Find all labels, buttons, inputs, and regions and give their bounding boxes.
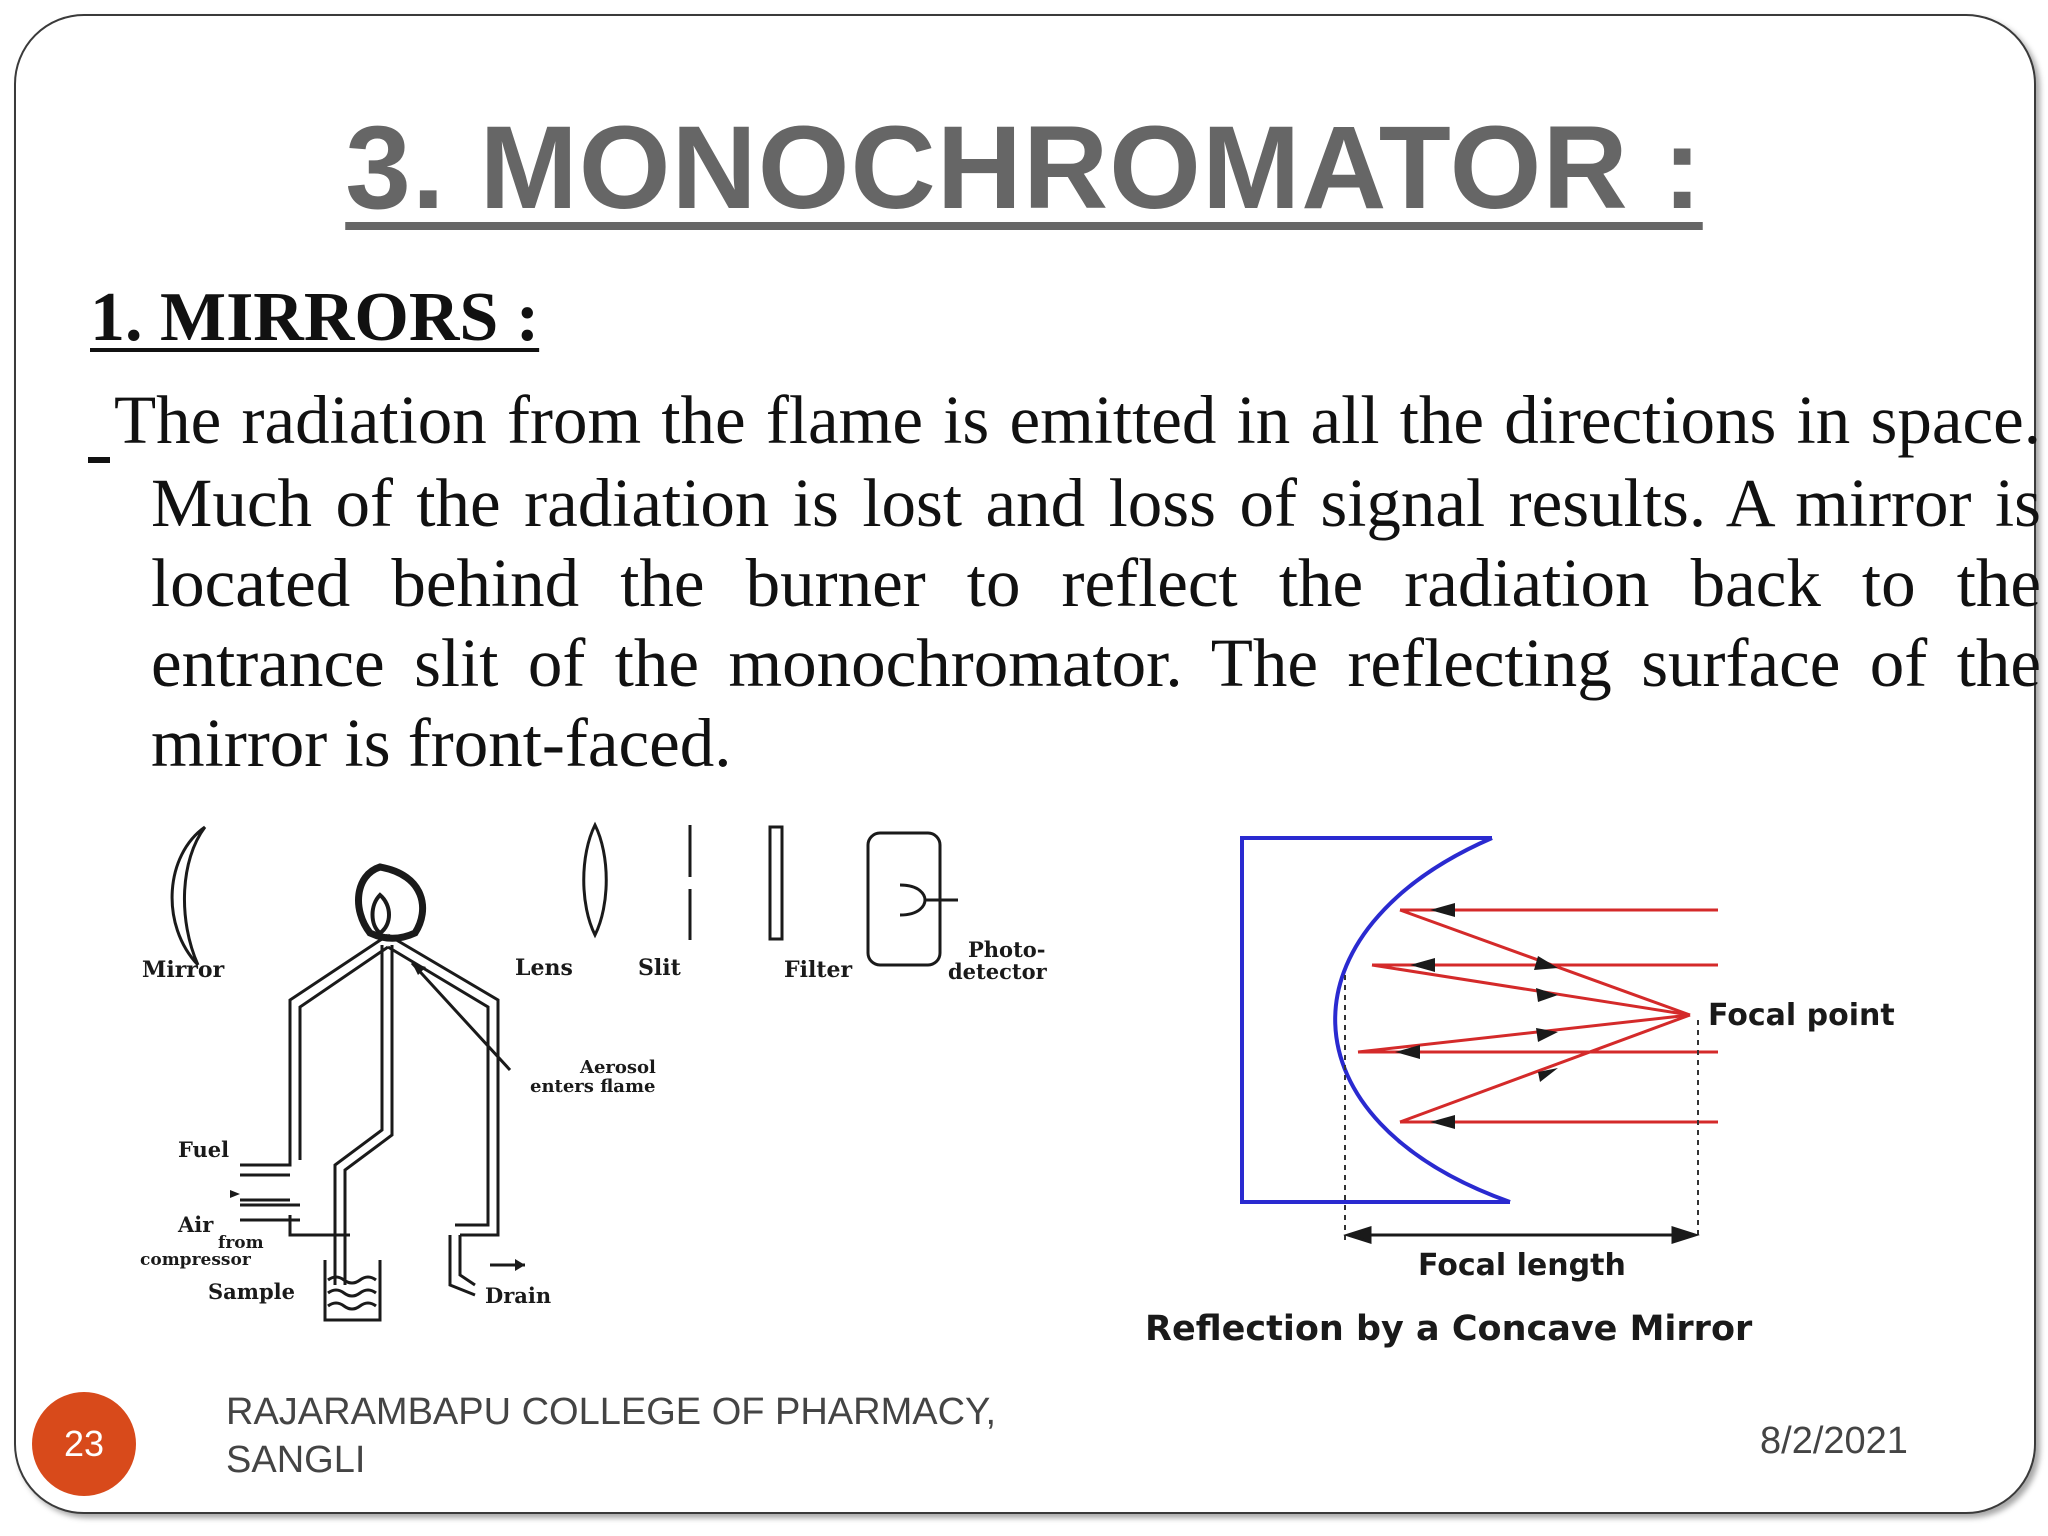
label-air-compressor: compressor [140,1250,251,1270]
label-sample: Sample [208,1279,296,1304]
page-number-badge: 23 [32,1392,136,1496]
body-text: The radiation from the flame is emitted in all the directions in space. Much of the radiation is lost and loss of signal results. A mirror is located behind the burner to reflect the radiation back to the entrance slit of the monochromator. The reflecting surface of the mirror is front-faced. [114,382,2041,781]
label-focal-length: Focal length [1418,1248,1626,1283]
footer-date: 8/2/2021 [1760,1420,1908,1462]
label-photo-2: detector [948,959,1047,984]
concave-mirror-surface [1335,838,1510,1202]
drain-pipe [450,1235,475,1295]
filter-shape [770,827,782,939]
body-paragraph [88,380,2041,783]
label-focal-point: Focal point [1708,998,1895,1033]
burner-outer [240,935,498,1235]
flame-shape [359,867,423,938]
label-slit: Slit [638,955,681,981]
college-line-1: RAJARAMBAPU COLLEGE OF PHARMACY, [226,1391,997,1433]
label-aerosol-2: enters flame [530,1076,656,1097]
section-heading: 1. MIRRORS : [90,279,540,356]
label-mirror: Mirror [142,957,225,983]
label-drain: Drain [485,1283,552,1308]
label-photo-1: Photo- [968,937,1046,962]
label-fuel: Fuel [178,1137,230,1162]
concave-mirror-diagram [1130,820,1950,1360]
label-filter: Filter [784,957,853,983]
label-air-from: from [218,1233,264,1253]
slide-title: 3. MONOCHROMATOR : [345,102,1703,234]
diagram-caption: Reflection by a Concave Mirror [1145,1309,1753,1349]
label-aerosol-1: Aerosol [580,1057,656,1078]
label-air: Air [178,1212,214,1237]
bullet-dash [88,457,110,463]
capillary [335,945,392,1285]
mirror-shape [172,827,205,965]
college-line-2: SANGLI [226,1439,366,1481]
label-lens: Lens [515,955,573,981]
concave-mirror-body [1242,838,1510,1202]
lens-shape [584,825,607,935]
flame-photometer-diagram [130,815,1090,1335]
footer-college [226,1388,1106,1484]
